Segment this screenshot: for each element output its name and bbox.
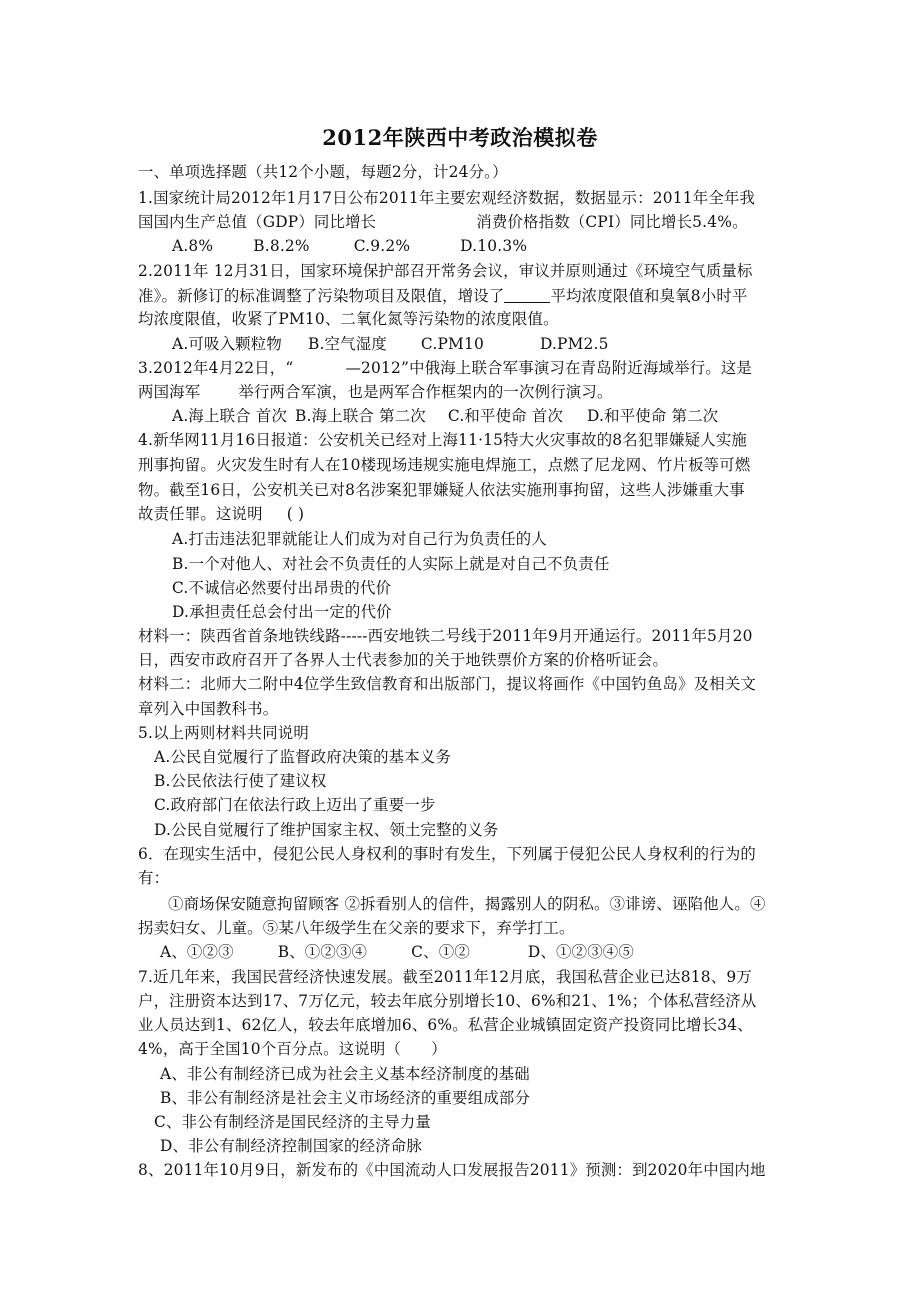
q3-text-b: —2012”中俄海上联合军事演习在青岛附近海域举行。这是 [345,359,753,377]
q6-line-1: 6．在现实生活中，侵犯公民人身权利的事时有发生，下列属于侵犯公民人身权利的行为的 [138,845,757,863]
q2-text-b: 平均浓度限值和臭氧8小时平 [550,287,748,305]
q2-line-2 [138,284,748,308]
q1-option-b: B.8.2% [253,237,310,255]
material-1-line-2: 日，西安市政府召开了各界人士代表参加的关于地铁票价方案的价格听证会。 [138,651,669,669]
q2-option-a: A.可吸入颗粒物 [172,335,282,353]
q1-text-a: 国国内生产总值（GDP）同比增长 [138,213,377,231]
q2-option-c: C.PM10 [420,335,484,353]
q4-line-4 [138,502,304,526]
q5-option-b: B.公民依法行使了建议权 [154,772,327,790]
q2-options [172,332,609,356]
section-heading: 一、单项选择题（共12个小题，每题2分，计24分。） [138,163,508,181]
q1-option-a: A.8% [172,237,214,255]
q7-line-2: 户，注册资本达到17、7万亿元，较去年底分别增长10、6%和21、1%；个体私营经济从 [138,992,757,1010]
q4-option-d: D.承担责任总会付出一定的代价 [172,603,392,621]
q3-options [172,404,718,428]
q2-option-b: B.空气湿度 [307,335,387,353]
q1-option-c: C.9.2% [353,237,411,255]
q4-option-c: C.不诚信必然要付出昂贵的代价 [172,579,392,597]
q4-option-a: A.打击违法犯罪就能让人们成为对自己行为负责任的人 [172,530,547,548]
q4-line-2: 刑事拘留。火灾发生时有人在10楼现场违规实施电焊施工，点燃了尼龙网、竹片板等可燃 [138,456,751,474]
q3-line-2 [138,380,613,404]
q4-text: 故责任罪。这说明 [138,505,263,523]
q3-option-b: B.海上联合 第二次 [295,407,426,425]
q5-stem: 5.以上两则材料共同说明 [138,724,309,742]
q3-option-a: A.海上联合 首次 [172,407,288,425]
q7-option-b: B、非公有制经济是社会主义市场经济的重要组成部分 [160,1089,531,1107]
q6-line-3: ①商场保安随意拘留顾客 ②拆看别人的信件，揭露别人的阴私。③诽谤、诬陷他人。④ [168,895,766,913]
q4-line-3: 物。截至16日，公安机关已对8名涉案犯罪嫌疑人依法实施刑事拘留，这些人涉嫌重大事 [138,481,745,499]
q6-options [160,940,634,964]
q8-line-1: 8、2011年10月9日，新发布的《中国流动人口发展报告2011》预测：到2020年中国内地 [138,1161,766,1179]
q6-line-2: 有： [138,869,170,887]
q7-option-c: C、非公有制经济是国民经济的主导力量 [154,1113,432,1131]
q3-text-c: 两国海军 [138,383,201,401]
material-2-line-2: 章列入中国教科书。 [138,700,279,718]
q4-answer-paren: ( ) [286,505,305,523]
q7-option-d: D、非公有制经济控制国家的经济命脉 [160,1137,422,1155]
q2-option-d: D.PM2.5 [539,335,609,353]
q3-option-d: D.和平使命 第二次 [587,407,719,425]
q7-option-a: A、非公有制经济已成为社会主义基本经济制度的基础 [160,1065,530,1083]
q1-line-1: 1.国家统计局2012年1月17日公布2011年主要宏观经济数据，数据显示：2011年全年我 [138,189,756,207]
q7-text: 4%，高于全国10个百分点。这说明（ [138,1040,402,1058]
q7-answer-paren: ） [431,1040,447,1058]
q1-line-2 [138,210,748,234]
q2-blank [504,286,550,303]
q1-text-b: 消费价格指数（CPI）同比增长5.4%。 [476,213,748,231]
q6-option-d: D、①②③④⑤ [527,943,634,961]
q7-line-1: 7.近几年来，我国民营经济快速发展。截至2011年12月底，我国私营企业已达818、9万 [138,968,752,986]
q5-option-a: A.公民自觉履行了监督政府决策的基本义务 [154,748,452,766]
q3-option-c: C.和平使命 首次 [447,407,564,425]
q7-line-4 [138,1037,447,1061]
q6-option-a: A、①②③ [160,943,234,961]
material-2-line-1: 材料二：北师大二附中4位学生致信教育和出版部门，提议将画作《中国钓鱼岛》及相关文 [138,675,757,693]
q6-option-c: C、①② [411,943,470,961]
q2-line-1: 2.2011年 12月31日，国家环境保护部召开常务会议，审议并原则通过《环境空气质量标 [138,262,753,280]
q4-line-1: 4.新华网11月16日报道：公安机关已经对上海11·15特大火灾事故的8名犯罪嫌疑人实施 [138,431,748,449]
q6-option-b: B、①②③④ [277,943,368,961]
q7-line-3: 业人员达到1、62亿人，较去年底增加6、6%。私营企业城镇固定资产投资同比增长34、 [138,1016,753,1034]
exam-title: 2012年陕西中考政治模拟卷 [322,125,598,150]
q3-text-d: 举行两合军演，也是两军合作框架内的一次例行演习。 [238,383,613,401]
q3-line-1 [138,356,752,380]
q5-option-c: C.政府部门在依法行政上迈出了重要一步 [154,796,436,814]
q1-option-d: D.10.3% [460,237,528,255]
q2-line-3: 均浓度限值，收紧了PM10、二氧化氮等污染物的浓度限值。 [138,310,559,328]
q4-option-b: B.一个对他人、对社会不负责任的人实际上就是对自己不负责任 [172,555,610,573]
q1-options [172,234,527,258]
q6-line-4: 拐卖妇女、儿童。⑤某八年级学生在父亲的要求下，弃学打工。 [138,919,575,937]
q5-option-d: D.公民自觉履行了维护国家主权、领土完整的义务 [154,821,499,839]
q3-text-a: 3.2012年4月22日，“ [138,359,294,377]
q2-text-a: 准》。新修订的标准调整了污染物项目及限值，增设了 [138,287,505,305]
material-1-line-1: 材料一：陕西省首条地铁线路-----西安地铁二号线于2011年9月开通运行。2011年5月20 [138,627,753,645]
